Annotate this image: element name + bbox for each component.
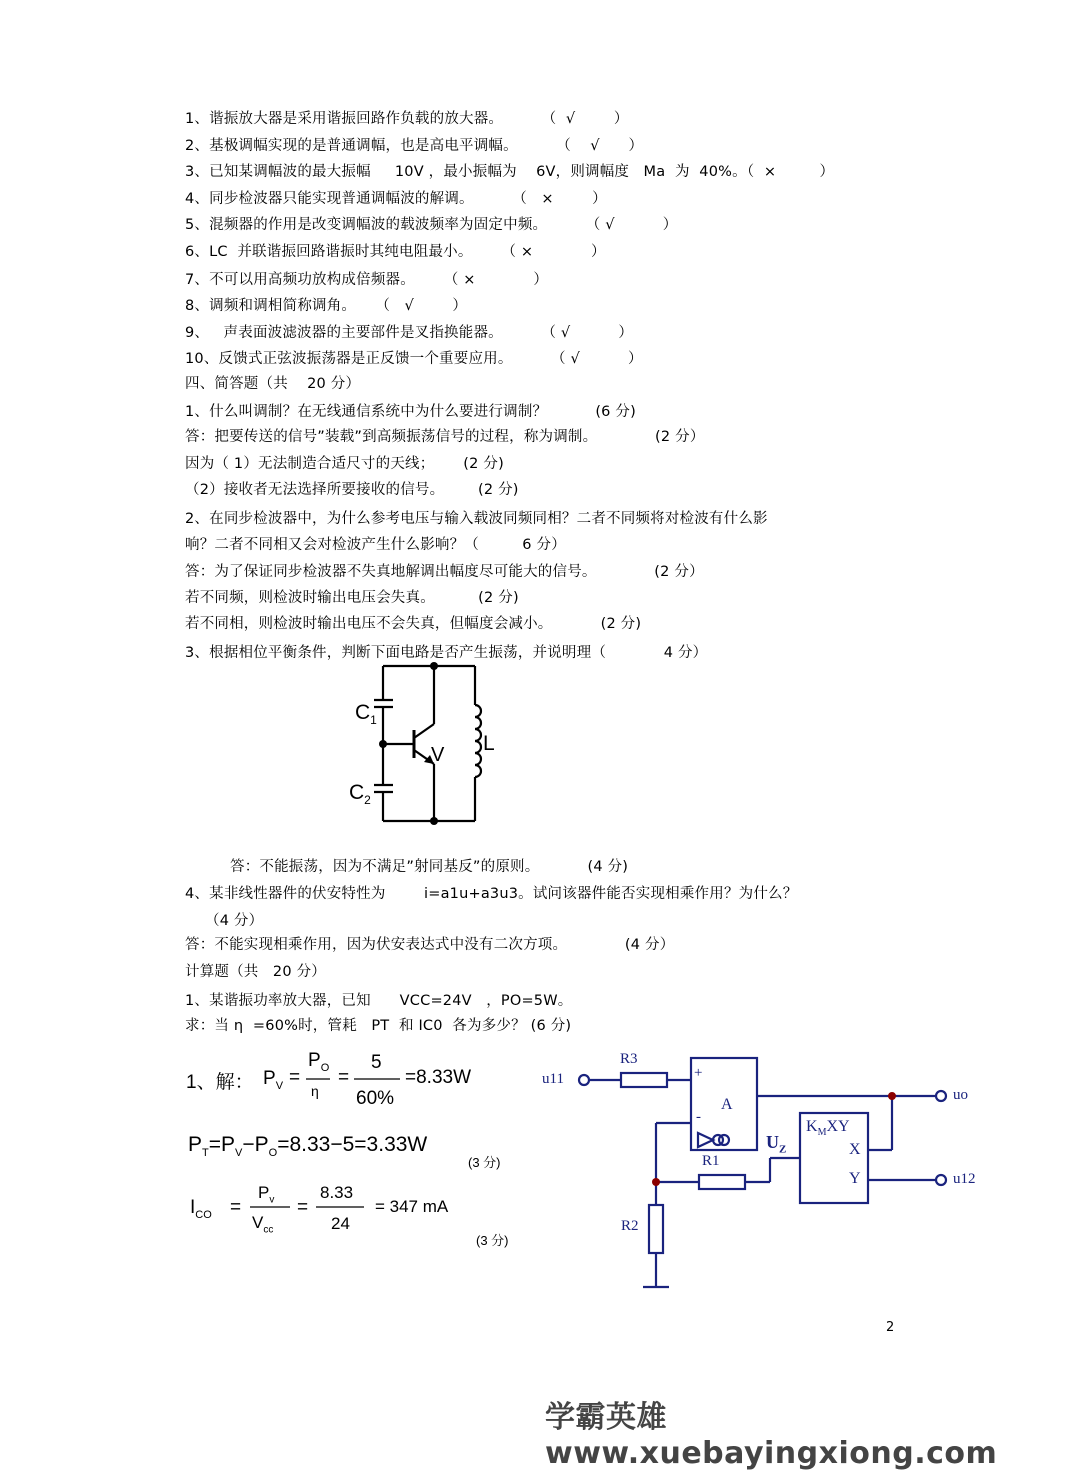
a-label: A bbox=[721, 1096, 733, 1113]
judgment-9: 9、 声表面波滤波器的主要部件是叉指换能器。 （ √ ） bbox=[185, 325, 634, 341]
five-num: 5 bbox=[371, 1052, 382, 1073]
minus-label: - bbox=[696, 1109, 701, 1125]
a1-line3: （2）接收者无法选择所要接收的信号。 (2 分) bbox=[185, 482, 519, 498]
judgment-10: 10、反馈式正弦波振荡器是正反馈一个重要应用。 （ √ ） bbox=[185, 351, 643, 367]
r3-label: R3 bbox=[620, 1051, 638, 1067]
r2-label: R2 bbox=[621, 1218, 639, 1234]
eq1: = bbox=[289, 1067, 301, 1088]
ico-symbol: $I_{CO}$ bbox=[190, 1197, 212, 1221]
a1-line2: 因为（ 1）无法制造合适尺寸的天线； (2 分) bbox=[185, 456, 504, 472]
a1-line1: 答：把要传送的信号”装载”到高频振荡信号的过程，称为调制。 (2 分） bbox=[185, 429, 705, 445]
solution-prefix: 1、解： bbox=[186, 1072, 254, 1093]
c1-label: $C_1$ bbox=[355, 701, 377, 728]
r1-label: R1 bbox=[702, 1153, 720, 1169]
l-label: L bbox=[483, 732, 495, 755]
score-1: (3 分) bbox=[468, 1155, 501, 1170]
eq2: = bbox=[338, 1067, 350, 1088]
q3: 3、根据相位平衡条件，判断下面电路是否产生振荡，并说明理（ 4 分） bbox=[185, 645, 708, 661]
eq4: = bbox=[297, 1197, 309, 1218]
uz-label: $U_Z$ bbox=[766, 1132, 787, 1156]
pt-equation: $P_T=P_V-P_O=8.33-5=3.33W$ bbox=[188, 1133, 428, 1160]
calc-q1-line1: 1、某谐振功率放大器，已知 VCC=24V ，PO=5W。 bbox=[185, 993, 573, 1009]
pv-result: =8.33W bbox=[405, 1067, 472, 1088]
a2-line2: 若不同频，则检波时输出电压会失真。 (2 分) bbox=[185, 590, 519, 606]
u12-label: u12 bbox=[953, 1171, 976, 1187]
eq3: = bbox=[230, 1197, 242, 1218]
judgment-3: 3、已知某调幅波的最大振幅 10V ，最小振幅为 6V，则调幅度 Ma 为 40%。（ × ） bbox=[185, 164, 835, 180]
section4-title: 四、简答题（共 20 分） bbox=[185, 376, 361, 392]
q1: 1、什么叫调制？在无线通信系统中为什么要进行调制？ (6 分) bbox=[185, 404, 636, 420]
a2-line1: 答：为了保证同步检波器不失真地解调出幅度尽可能大的信号。 (2 分） bbox=[185, 564, 704, 580]
eta-den: η bbox=[311, 1083, 319, 1099]
q2-line1: 2、在同步检波器中，为什么参考电压与输入载波同频同相？二者不同频将对检波有什么影 bbox=[185, 511, 768, 527]
judgment-2: 2、基极调幅实现的是普通调幅，也是高电平调幅。 （ √ ） bbox=[185, 138, 644, 154]
judgment-5: 5、混频器的作用是改变调幅波的载波频率为固定中频。 （ √ ） bbox=[185, 217, 678, 233]
pv-symbol: $P_V$ bbox=[263, 1068, 284, 1092]
judgment-4: 4、同步检波器只能实现普通调幅波的解调。 （ × ） bbox=[185, 191, 607, 207]
sixty-den: 60% bbox=[356, 1088, 395, 1109]
ico-result: = 347 mA bbox=[375, 1197, 449, 1216]
a3: 答：不能振荡，因为不满足”射同基反”的原则。 (4 分) bbox=[230, 859, 629, 875]
x-label: X bbox=[849, 1141, 861, 1158]
judgment-8: 8、调频和调相简称调角。 （ √ ） bbox=[185, 298, 468, 314]
a4: 答：不能实现相乘作用，因为伏安表达式中没有二次方项。 (4 分） bbox=[185, 937, 675, 953]
plus-label: + bbox=[694, 1065, 703, 1081]
ico-den: $V_{cc}$ bbox=[252, 1213, 274, 1236]
section5-title: 计算题（共 20 分） bbox=[185, 964, 326, 980]
u11-label: u11 bbox=[542, 1071, 564, 1087]
ico-num: $P_v$ bbox=[258, 1183, 275, 1206]
a2-line3: 若不同相，则检波时输出电压不会失真，但幅度会减小。 (2 分) bbox=[185, 616, 642, 632]
num-833: 8.33 bbox=[320, 1183, 354, 1202]
q2-line2: 响？二者不同相又会对检波产生什么影响？（ 6 分） bbox=[185, 537, 566, 553]
po-num: $P_O$ bbox=[308, 1050, 330, 1074]
c2-label: $C_2$ bbox=[349, 781, 371, 808]
q4-line2: （4 分） bbox=[205, 913, 264, 929]
kmxy-label: $K_MXY$ bbox=[806, 1118, 850, 1139]
uo-label: uo bbox=[953, 1087, 968, 1103]
judgment-1: 1、谐振放大器是采用谐振回路作负载的放大器。 （ √ ） bbox=[185, 111, 629, 127]
judgment-7: 7、不可以用高频功放构成倍频器。 （ × ） bbox=[185, 272, 549, 288]
q4-line1: 4、某非线性器件的伏安特性为 i=a1u+a3u3。试问该器件能否实现相乘作用？为什么？ bbox=[185, 886, 798, 902]
y-label: Y bbox=[849, 1170, 861, 1187]
calc-q1-line2: 求：当 η =60%时，管耗 PT 和 IC0 各为多少？ (6 分) bbox=[185, 1018, 572, 1034]
v-label: V bbox=[431, 744, 445, 766]
page-number: 2 bbox=[886, 1320, 895, 1335]
judgment-6: 6、LC 并联谐振回路谐振时其纯电阻最小。 （ × ） bbox=[185, 244, 606, 260]
score-2: (3 分) bbox=[476, 1233, 509, 1248]
footer-watermark: 学霸英雄 www.xuebayingxiong.com bbox=[545, 1400, 998, 1471]
den-24: 24 bbox=[331, 1214, 350, 1233]
